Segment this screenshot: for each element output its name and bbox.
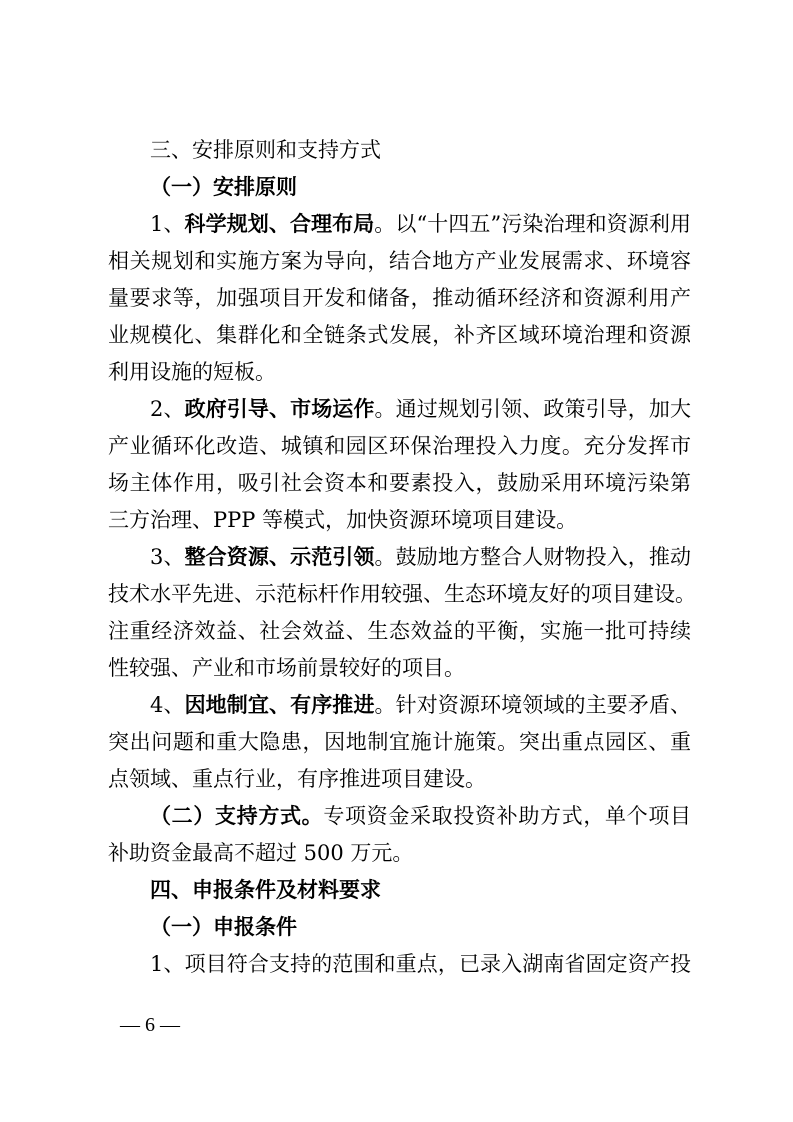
paragraph-item-2-line-1: 2、政府引导、市场运作。通过规划引领、政策引导，加大 <box>150 397 691 421</box>
paragraph-item-3-line-2: 技术水平先进、示范标杆作用较强、生态环境友好的项目建设。 <box>108 582 696 606</box>
paragraph-item-3-line-3: 注重经济效益、社会效益、生态效益的平衡，实施一批可持续 <box>108 619 691 643</box>
item-3-emphasis: 整合资源、示范引领 <box>184 545 375 569</box>
paragraph-support-line-1: （二）支持方式。专项资金采取投资补助方式，单个项目 <box>150 804 692 828</box>
page-number: — 6 — <box>120 1014 180 1036</box>
paragraph-item-2-line-4: 三方治理、PPP 等模式，加快资源环境项目建设。 <box>108 508 578 532</box>
section-heading-4: 四、申报条件及材料要求 <box>150 878 381 902</box>
paragraph-item-2-line-2: 产业循环化改造、城镇和园区环保治理投入力度。充分发挥市 <box>108 434 691 458</box>
paragraph-item-4-line-1: 4、因地制宜、有序推进。针对资源环境领域的主要矛盾、 <box>150 693 691 717</box>
item-2-emphasis: 政府引导、市场运作 <box>184 397 375 421</box>
paragraph-condition-1-line-1: 1、项目符合支持的范围和重点，已录入湖南省固定资产投 <box>150 952 691 976</box>
paragraph-item-1-line-4: 业规模化、集群化和全链条式发展，补齐区域环境治理和资源 <box>108 323 691 347</box>
subsection-heading-conditions: （一）申报条件 <box>150 915 297 939</box>
paragraph-item-4-line-2: 突出问题和重大隐患，因地制宜施计施策。突出重点园区、重 <box>108 730 691 754</box>
paragraph-item-4-line-3: 点领域、重点行业，有序推进项目建设。 <box>108 767 486 791</box>
paragraph-item-2-line-3: 场主体作用，吸引社会资本和要素投入，鼓励采用环境污染第 <box>108 471 691 495</box>
paragraph-support-line-2: 补助资金最高不超过 500 万元。 <box>108 841 414 865</box>
document-body <box>108 132 696 983</box>
paragraph-item-1-line-3: 量要求等，加强项目开发和储备，推动循环经济和资源利用产 <box>108 286 691 310</box>
paragraph-item-3-line-4: 性较强、产业和市场前景较好的项目。 <box>108 656 465 680</box>
support-method-emphasis: （二）支持方式。 <box>150 804 324 828</box>
paragraph-item-1-line-1: 1、科学规划、合理布局。以“十四五”污染治理和资源利用 <box>150 212 691 236</box>
section-heading-3: 三、安排原则和支持方式 <box>150 138 381 162</box>
item-1-emphasis: 科学规划、合理布局 <box>184 212 375 236</box>
paragraph-item-3-line-1: 3、整合资源、示范引领。鼓励地方整合人财物投入，推动 <box>150 545 691 569</box>
item-4-emphasis: 因地制宜、有序推进 <box>184 693 375 717</box>
subsection-heading-arrangement: （一）安排原则 <box>150 175 297 199</box>
paragraph-item-1-line-5: 利用设施的短板。 <box>108 360 276 384</box>
paragraph-item-1-line-2: 相关规划和实施方案为导向，结合地方产业发展需求、环境容 <box>108 249 691 273</box>
